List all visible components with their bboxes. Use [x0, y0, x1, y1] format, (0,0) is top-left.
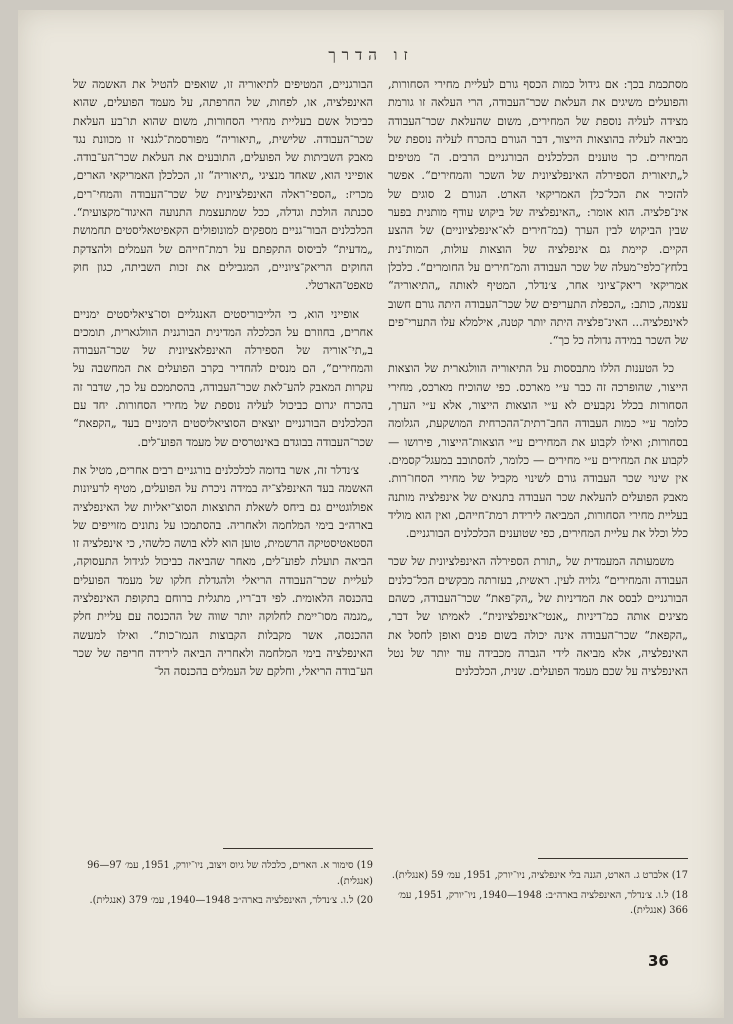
- book-page: [18, 10, 724, 1018]
- right-column: [388, 76, 688, 692]
- footnote: 18) ל.ו. צ׳נדלר, האינפלציה בארה״ב: 1948—1940, ניו־יורק, 1951, עמ׳ 366 (אנגלית).: [397, 889, 688, 916]
- footnotes-right: [388, 868, 688, 923]
- footnote: 20) ל.ו. צ׳נדלר, האינפלציה בארה״ב 1948—1940, עמ׳ 379 (אנגלית).: [89, 895, 373, 906]
- paragraph: הבורגניים, המטיפים לתיאוריה זו, שואפים להטיל את האשמה של האינפלציה, או, לפחות, של החרפתה, על מעמד הפועלים, שהוא כביכול אשם בעליית מחירי הסחורות, משום שהוא תו־בע העלאת שכר־העבודה. שלישית, „תיאוריה“ מפורסמת־לגנאי זו מכוונת נגד מאבק השביתות של הפועלים, התובעים את העלאת שכר־הע־בודה. אופייני הוא, שאחד מנציגי „תיאוריה“ זו, הכלכלן האמריקאי הארים, מכריז: „הספי־ראלה האינפלציונית של שכר־העבודה והמחי־רים, סכנתה הולכת וגדלה, ככל שמתעצמת התנועה האיגוד־מקצועית“. הכלכלנים הבור־גניים מספקים למונופולים הקאפיטאליסטים תחמושת „מדעית“ לביסוס התקפתם על רמת־חייהם של העמלים ולהצדקת החוקים הריאק־ציוניים, המגבילים את זכות השביתה, כגון חוק טאפט־הארטלי.: [73, 78, 373, 293]
- footnote-divider: [538, 858, 688, 859]
- footnote-divider: [223, 848, 373, 849]
- left-column: [73, 76, 373, 692]
- running-head: זו הדרך: [328, 46, 414, 64]
- paragraph: צ׳נדלר זה, אשר בדומה לכלכלנים בורגניים רבים אחרים, מטיל את האשמה בעד האינפלצ־יה במידה ניכרת על הפועלים, מטיף לרעיונות אפולוגטיים גם ביחס לשאלת התוצאות הסוצ־יאליות של האינפלציה בארה״ב בימי המלחמה ולאחריה. בהסתמכו על נתונים מזוייפים של הסטאטיסטיקה הרשמית, טוען הוא ללא בושה כלשהי, כי אינפלציה זו הביאה תועלת לפוע־לים, מאחר שהביאה כביכול לגידול התעסוקה, לעליית שכר־העבודה הריאלי ולהגדלת חלקו של מעמד הפועלים בהכנסה הלאומית. לפי דב־ריו, מתגלית ברוחם בתקופת האינפלציה „מגמה מסו־יימת לחלוקה יותר שווה של ההכנסה עם עליית חלק ההכנסה, אשר מקבלות הקבוצות הנמו־כות“. ואילו למעשה האינפלציה בימי המלחמה ולאחריה הביאה לירידה חריפה של שכר הע־בודה הריאלי, וחלקם של העמלים בהכנסה הל־: [73, 463, 373, 679]
- footnote: 19) סימור א. הארים, כלכלה של גיוס ויצוב, ניו־יורק, 1951, עמ׳ 97—96 (אנגלית).: [87, 860, 373, 887]
- paragraph: מסתכמת בכך: אם גידול כמות הכסף גורם לעליית מחירי הסחורות, והפועלים משיגים את העלאת שכר־העבודה, הרי העלאה זו גורמת מצידה לעליה נוספת של המחירים, משום שהעלאת שכר־העבודה מביאה לעליה בהוצאות הייצור, דבר הגורם בהכרח לעליה נוספת של המחירים. כך טוענים הכלכלנים הבורגניים הרבים. ה־ מטיפים ל„תיאורית הספירלה האינפלציונית של השכר והמחירים“. אפשר להזכיר את הכל־כלן האמריקאי הארט. הגורם 2 סוגים של אינ־פלציה. הוא אומר: „האינפלציה של ביקוש עודף מותנית בפער שבין הביקוש לבין הערך (במ־חירים לא־אינפלציוניים) של ההצע הקיים. קיימת גם אינפלציה של הוצאות עולות, המות־נית בלחץ־כלפי־מעלה של שכר העבודה והמ־חירים על החומרים“. כלכלן אמריקאי ריאק־ציוני אחר, צ׳נדלר, המטיף לאותה „התיאוריה“ עצמה, כותב: „הכפלת התעריפים של שכר־העבודה היתה גורם חשוב לאינפלציה... האינ־פלציה היתה יותר קטנה, אילמלא עלו התערי־פים של השכר במידה גדולה כל כך“.: [388, 78, 688, 348]
- footnote: 17) אלברט ג. הארט, הגנה בלי אינפלציה, ניו־יורק, 1951, עמ׳ 59 (אנגלית).: [391, 870, 688, 881]
- paragraph: אופייני הוא, כי הלייבוריסטים האנגליים וסו־ציאליסטים ימניים אחרים, בחוזרם על הכלכלה המדינית הבורגנית הוולגארית, תומכים ב„תי־אוריה של הספירלה האינפלאציונית של שכר־העבודה והמחירים“, הם מנסים להחדיר בקרב הפועלים את המחשבה על עקרות המאבק להע־לאת שכר־העבודה, בהסתמכם על כך, שדבר זה בהכרח יגרום כביכול לעליה נוספת של מחירי הסחורות. יחד עם הכלכלנים הבורגניים יוצאים הסוציאליסטים הימניים בעד „הקפאת“ שכר־העבודה בבוגדם באינטרסים של מעמד הפוע־לים.: [73, 307, 373, 449]
- paragraph: משמעותה המעמדית של „תורת הספירלה האינפלציונית של שכר העבודה והמחירים“ גלויה לעין. ראשית, בעזרתה מבקשים הכל־כלנים הבורגניים לבסס את המדיניות של „הק־פאת“ שכר־העבודה, כשהם מציגים אותה כמ־דיניות „אנטי־אינפלציונית“. לאמיתו של דבר, „הקפאת“ שכר־העבודה אינה יכולה בשום פנים ואופן לחסל את האינפלציה, אלא מביאה לידי הגברה מכבידה עוד יותר של נטל האינפלציה על שכם מעמד הפועלים. שנית, הכלכלנים: [388, 555, 688, 679]
- footnotes-left: [73, 858, 373, 913]
- paragraph: כל הטענות הללו מתבססות על התיאוריה הוולגארית של הוצאות הייצור, שהופרכה זה כבר ע״י מארכס. כפי שהוכיח מארכס, מחירי הסחורות בכלל נקבעים לא ע״י הוצאות הייצור, אלא ע״י הערך, כלומר ע״י כמות העבודה החב־רתית־ההכרחית המושקעת, הגלומה בסחורות; ואילו לקבוע את המחירים ע״י הוצאות־הייצור, פירושו — לקבוע את המחירים ע״י מחירים — כלומר, להסתובב במעגל־קסמים. אין שינוי שכר העבודה גורם לשינוי מקביל של מחירי הסחו־רות. מאבק הפועלים להעלאת שכר העבודה בתנאים של אינפלציה מותנה בעליית מחירי הסחורות, המביאה לירידת רמת־חייהם, ואין הוא מוליד כלל וכלל את עליית המחירים, כפי שטוענים הכלכלנים הבורגניים.: [388, 362, 688, 541]
- page-number: 36: [648, 952, 669, 970]
